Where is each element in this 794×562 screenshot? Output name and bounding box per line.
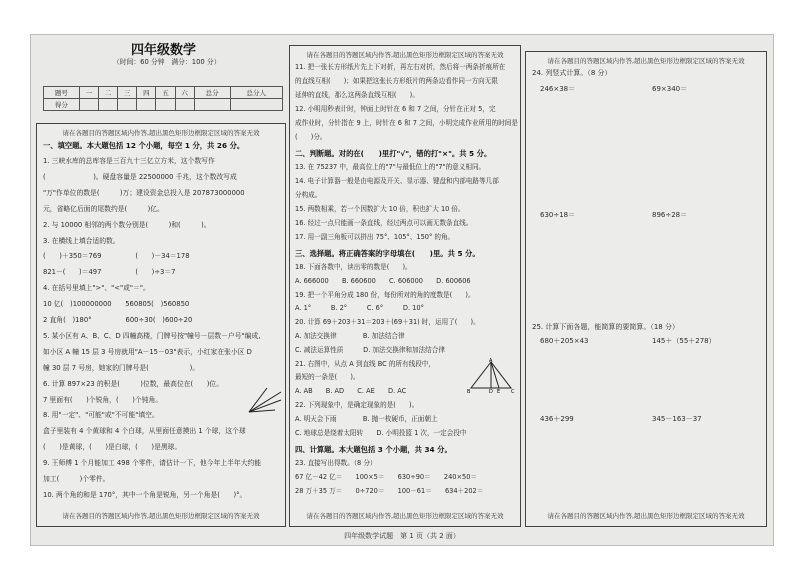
score-table-score-row: [44, 99, 283, 111]
question-line: 15. 两数相乘，若一个因数扩大 10 倍，积也扩大 10 倍。: [295, 205, 465, 213]
score-cell[interactable]: [194, 99, 230, 111]
q24-item-3: 630÷18＝: [540, 211, 576, 219]
score-cell[interactable]: [137, 99, 156, 111]
q24-item-1: 246×38＝: [540, 85, 576, 93]
q25-item-2: 145＋（55＋278）: [652, 337, 716, 345]
score-cell[interactable]: [98, 99, 117, 111]
question-line: 分构成。: [295, 191, 322, 199]
question-line: 5. 某小区有 A、B、C、D 四幢高楼，门牌号按"幢号－层数－户号"编成,: [43, 331, 261, 340]
column-warning-bottom: 请在各题目的答题区域内作答,超出黑色矩形边框限定区域的答案无效: [306, 512, 504, 520]
question-line: 28 万＋35 万＝ 0÷720＝ 100－61＝ 634＋202＝: [295, 487, 484, 495]
question-line: A. 明天会下雨 B. 抛一枚硬币，正面朝上: [295, 414, 438, 423]
question-line: C. 地球总是绕着太阳转 D. 小明投篮 1 次，一定会投中: [295, 428, 467, 437]
question-line: 19. 把一个平角分成 180 份，每份所对的角的度数是( )。: [295, 290, 475, 299]
question-line: "万"作单位的数是( )万；建设资金总投入是 207873000000: [43, 188, 245, 197]
question-line: ( )＋350＝769 ( )－34＝178: [43, 252, 190, 261]
question-line: 12. 小明用秒表计时，钟面上时针在 6 和 7 之间，分针在正对 5，完: [295, 105, 496, 113]
question-line: 2 直角( )180° 600÷30( )600÷20: [43, 316, 193, 324]
q25-item-3: 436＋299: [540, 415, 574, 423]
question-line: ( )分。: [295, 133, 327, 141]
section-judge-title: 二、判断题。对的在( )里打"√"，错的打"×"。共 5 分。: [295, 149, 492, 158]
score-cell[interactable]: [156, 99, 175, 111]
q24-item-4: 896÷28＝: [652, 211, 688, 219]
score-cell: 三: [118, 87, 137, 99]
question-line: 的直线互相( )；如果把这张长方形纸片的两条边看作同一方向无限: [295, 77, 498, 85]
score-cell: 得分: [44, 99, 80, 111]
question-line: 延伸的直线，那么这两条直线互相( )。: [295, 91, 419, 99]
exam-sheet: [30, 34, 774, 546]
question-line: 成作业时，分针指在 9 上，时针在 6 和 7 之间，小明完成作业所用的时间是: [295, 119, 518, 127]
question-line: 7 里面有( )个锐角，( )个钝角。: [43, 395, 163, 404]
question-24-title: 24. 列竖式计算。（8 分）: [532, 69, 612, 77]
triangle-segment-ae: [491, 362, 499, 388]
question-line: 18. 下面各数中，读出零的数是( )。: [295, 263, 412, 271]
question-line: 最短的一条是( )。: [295, 373, 360, 382]
question-line: 幢 30 层 7 号房，她家的门牌号是( )。: [43, 363, 200, 372]
section-calc-title: 四、计算题。本大题包括 3 个小题，共 34 分。: [295, 445, 452, 454]
score-cell[interactable]: [118, 99, 137, 111]
question-line: 23. 直接写出得数。（8 分）: [295, 459, 377, 467]
score-cell: 四: [137, 87, 156, 99]
question-line: A. 666000 B. 660600 C. 606000 D. 600606: [295, 276, 471, 285]
question-line: A. AB B. AD C. AE D. AC: [295, 387, 407, 396]
question-line: 13. 在 75237 中，最高位上的"7"与最低位上的"7"的意义相同。: [295, 163, 486, 171]
page-title: 四年级数学: [131, 43, 197, 58]
question-line: 9. 王师傅 1 个月能加工 498 个零件，请估计一下，他今年上半年大约能: [43, 459, 262, 468]
question-line: ( )。硬盘容量是 22500000 千兆，这个数改写成: [43, 172, 237, 181]
question-line: 16. 经过一点只能画一条直线，经过两点可以画无数条直线。: [295, 219, 473, 227]
q25-item-4: 345－163－37: [652, 415, 702, 423]
answer-column-2: [289, 45, 521, 527]
q24-item-2: 69×340＝: [652, 85, 688, 93]
column-warning-bottom: 请在各题目的答题区域内作答,超出黑色矩形边框限定区域的答案无效: [547, 512, 745, 520]
question-line: 如小区 A 幢 15 层 3 号房就用"A－15－03"表示，小红家在张小区 D: [43, 347, 252, 356]
score-cell[interactable]: [79, 99, 98, 111]
score-table: [43, 86, 283, 111]
question-line: A. 加法交换律 B. 加法结合律: [295, 332, 405, 340]
score-cell: 五: [156, 87, 175, 99]
score-cell: 六: [175, 87, 194, 99]
page-subtitle: （时间：60 分钟 满分：100 分）: [113, 58, 221, 66]
triangle-label-e: E: [497, 389, 501, 394]
question-line: 11. 把一张长方形纸片先上下对折，再左右对折，然后将一两条折痕所在: [295, 63, 506, 71]
column-warning-top: 请在各题目的答题区域内作答,超出黑色矩形边框限定区域的答案无效: [62, 129, 260, 137]
question-line: 22. 下列现象中，是确定现象的是( )。: [295, 401, 419, 409]
section-fill-blank-title: 一、填空题。本大题包括 12 个小题，每空 1 分，共 26 分。: [43, 141, 245, 150]
question-line: C. 减法运算性质 D. 加法交换律和加法结合律: [295, 345, 445, 354]
score-cell: 一: [79, 87, 98, 99]
section-choice-title: 三、选择题。将正确答案的字母填在( )里。共 5 分。: [295, 249, 480, 258]
question-line: 10. 两个角的和是 170°，其中一个角是锐角，另一个角是( )°。: [43, 490, 247, 499]
answer-column-3: [525, 51, 767, 527]
triangle-label-c: C: [511, 389, 515, 394]
question-line: 6. 计算 897×23 的积是( )位数，最高位在( )位。: [43, 379, 224, 388]
question-line: 2. 与 10000 相邻的两个数分别是( )和( )。: [43, 220, 211, 229]
triangle-figure: [466, 358, 516, 394]
question-line: 21. 右图中，从点 A 到直线 BC 的所有线段中，: [295, 359, 435, 368]
question-line: 1. 三峡水库的总库容是三百九十三亿立方米，这个数写作: [43, 157, 215, 165]
question-line: A. 1° B. 2° C. 6° D. 10°: [295, 304, 424, 313]
triangle-label-b: B: [467, 389, 471, 394]
column-warning-top: 请在各题目的答题区域内作答,超出黑色矩形边框限定区域的答案无效: [547, 57, 745, 65]
column-warning-bottom: 请在各题目的答题区域内作答,超出黑色矩形边框限定区域的答案无效: [62, 512, 260, 520]
question-25-title: 25. 计算下面各题，能简算的要简算。（18 分）: [532, 323, 679, 331]
score-cell: 总分人: [230, 87, 283, 99]
score-cell[interactable]: [175, 99, 194, 111]
score-cell[interactable]: [230, 99, 283, 111]
q25-item-1: 680＋205×43: [540, 337, 589, 345]
question-line: 盒子里装有 4 个黄球和 4 个白球，从里面任意摸出 1 个球，这个球: [43, 427, 246, 436]
question-line: ( )是黄球，( )是白球，( )是黑球。: [43, 443, 182, 452]
score-cell: 题号: [44, 87, 80, 99]
score-cell: 总分: [194, 87, 230, 99]
question-line: 20. 计算 69＋203＋31＝203＋(69＋31) 时，运用了( )。: [295, 318, 480, 327]
question-line: 14. 电子计算器一般是由电源及开关、显示器、键盘和内部电路等几部: [295, 177, 499, 185]
column-warning-top: 请在各题目的答题区域内作答,超出黑色矩形边框限定区域的答案无效: [306, 51, 504, 59]
question-line: 17. 用一副三角板可以拼出 75°、105°、150° 的角。: [295, 233, 455, 241]
triangle-label-d: D: [489, 389, 493, 394]
question-line: 元，省略亿后面的尾数约是( )亿。: [43, 204, 164, 213]
question-line: 821－( )＝497 ( )÷3＝7: [43, 268, 176, 277]
triangle-label-a: A: [489, 358, 493, 364]
question-line: 加工( )个零件。: [43, 475, 110, 483]
page-footer: 四年级数学试题 第 1 页（共 2 面）: [344, 532, 460, 540]
question-line: 67 亿－42 亿＝ 100×5＝ 630÷90＝ 240×50＝: [295, 473, 477, 481]
score-cell: 二: [98, 87, 117, 99]
question-line: 8. 用"一定"、"可能"或"不可能"填空。: [43, 411, 159, 420]
score-table-header-row: [44, 87, 283, 99]
question-line: 4. 在括号里填上">"、"<"或"＝"。: [43, 284, 150, 293]
question-line: 10 亿( )100000000 560805( )560850: [43, 300, 190, 309]
answer-column-1: [36, 123, 286, 527]
question-line: 3. 在横线上填合适的数。: [43, 236, 120, 245]
angle-figure: [247, 386, 283, 414]
